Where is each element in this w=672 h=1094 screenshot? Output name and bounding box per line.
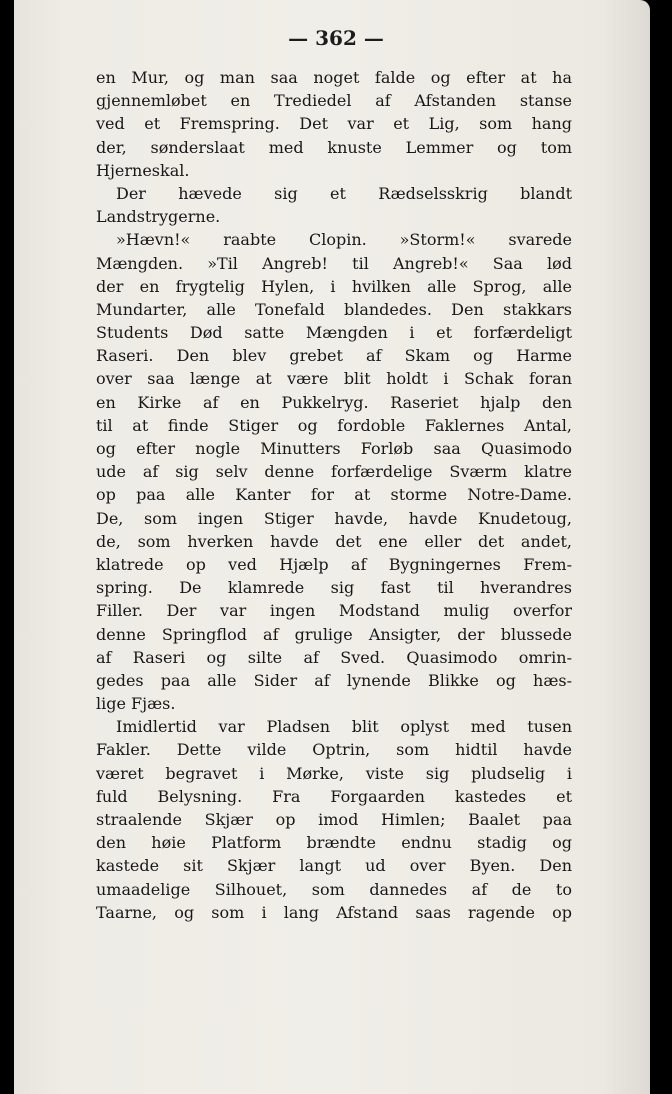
text-line: til at finde Stiger og fordoble Faklernes Antal,	[96, 415, 572, 435]
text-line: Imidlertid var Pladsen blit oplyst med tusen	[116, 717, 572, 737]
text-line: denne Springflod af grulige Ansigter, der blussede	[96, 624, 572, 644]
text-line: Hjerneskal.	[96, 160, 190, 180]
text-line: Students Død satte Mængden i et forfærdeligt	[96, 323, 572, 343]
text-line: Fakler. Dette vilde Optrin, som hidtil havde	[96, 740, 572, 760]
text-line: ved et Fremspring. Det var et Lig, som hang	[96, 114, 572, 134]
text-line: De, som ingen Stiger havde, havde Knudetoug,	[96, 508, 572, 528]
text-line: Landstrygerne.	[96, 207, 221, 227]
text-line: de, som hverken havde det ene eller det andet,	[96, 531, 572, 551]
text-line: spring. De klamrede sig fast til hverandres	[96, 578, 572, 598]
text-line: en Mur, og man saa noget falde og efter at ha	[96, 68, 572, 87]
text-line: lige Fjæs.	[96, 694, 176, 714]
text-line: Mundarter, alle Tonefald blandedes. Den stakkars	[96, 299, 572, 319]
text-line: Mængden. »Til Angreb! til Angreb!« Saa lød	[96, 253, 572, 273]
text-line: umaadelige Silhouet, som dannedes af de to	[96, 879, 572, 899]
text-line: af Raseri og silte af Sved. Quasimodo omrin-	[96, 647, 572, 667]
text-line: der en frygtelig Hylen, i hvilken alle Sprog, alle	[96, 276, 572, 296]
text-line: Filler. Der var ingen Modstand mulig overfor	[96, 601, 572, 621]
text-line: fuld Belysning. Fra Forgaarden kastedes et	[96, 786, 572, 806]
text-line: en Kirke af en Pukkelryg. Raseriet hjalp den	[96, 392, 572, 412]
text-line: straalende Skjær op imod Himlen; Baalet paa	[96, 810, 572, 829]
text-line: gjennemløbet en Trediedel af Afstanden stanse	[96, 91, 572, 111]
text-line: der, sønderslaat med knuste Lemmer og tom	[96, 137, 572, 157]
text-line: været begravet i Mørke, viste sig pludselig i	[96, 763, 572, 783]
text-line: »Hævn!« raabte Clopin. »Storm!« svarede	[116, 230, 572, 250]
text-line: den høie Platform brændte endnu stadig og	[96, 833, 572, 853]
text-line: kastede sit Skjær langt ud over Byen. Den	[96, 856, 572, 876]
text-line: gedes paa alle Sider af lynende Blikke og hæs-	[96, 670, 572, 690]
text-line: Taarne, og som i lang Afstand saas ragende op	[96, 902, 572, 922]
text-line: Der hævede sig et Rædselsskrig blandt	[116, 183, 572, 203]
text-line: op paa alle Kanter for at storme Notre-Dame.	[96, 485, 572, 505]
text-line: og efter nogle Minutters Forløb saa Quasimodo	[96, 439, 572, 458]
text-line: ude af sig selv denne forfærdelige Sværm klatre	[96, 462, 572, 482]
text-line: klatrede op ved Hjælp af Bygningernes Frem-	[96, 554, 572, 574]
text-line: Raseri. Den blev grebet af Skam og Harme	[96, 346, 572, 366]
page-number: — 362 —	[288, 26, 384, 50]
text-line: over saa længe at være blit holdt i Schak foran	[96, 369, 572, 389]
body-text	[96, 66, 572, 924]
